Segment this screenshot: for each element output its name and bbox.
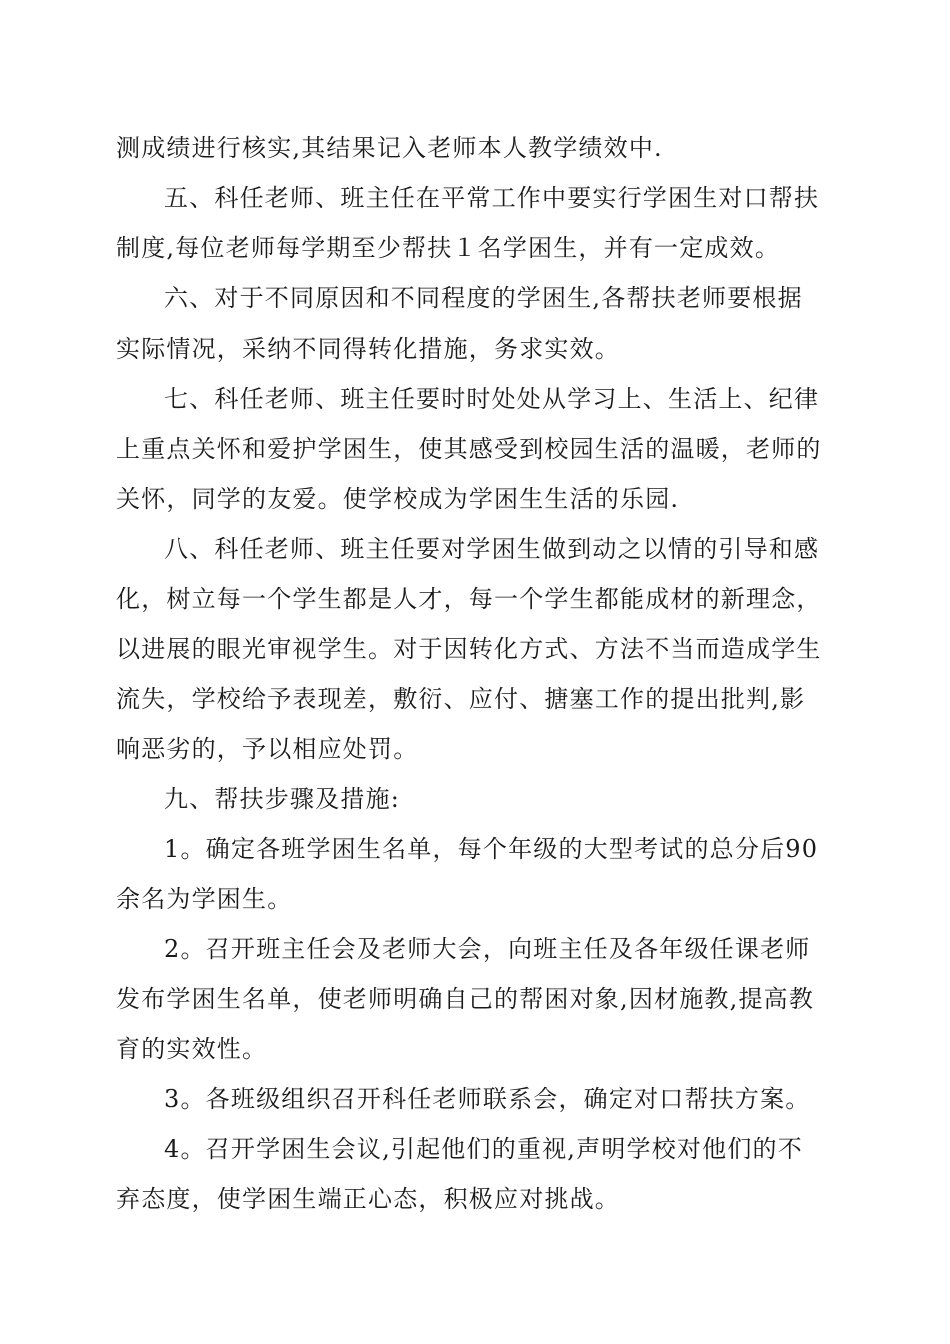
- step-4-line: 4。召开学困生会议,引起他们的重视,声明学校对他们的不: [164, 1135, 803, 1163]
- step-2-line: 2。召开班主任会及老师大会，向班主任及各年级任课老师: [164, 935, 811, 963]
- text-line: 流失，学校给予表现差，敷衍、应付、搪塞工作的提出批判,影: [116, 685, 806, 713]
- paragraph-8-line: 八、科任老师、班主任要对学困生做到动之以情的引导和感: [164, 535, 820, 563]
- text-line: 余名为学困生。: [116, 885, 293, 913]
- text-line: 弃态度，使学困生端正心态，积极应对挑战。: [116, 1185, 620, 1213]
- text-line: 以进展的眼光审视学生。对于因转化方式、方法不当而造成学生: [116, 635, 822, 663]
- section-9-heading: 九、帮扶步骤及措施:: [164, 785, 401, 813]
- text-line: 响恶劣的，予以相应处罚。: [116, 735, 419, 763]
- text-line: 实际情况，采纳不同得转化措施，务求实效。: [116, 335, 620, 363]
- text-line: 上重点关怀和爱护学困生，使其感受到校园生活的温暖，老师的: [116, 435, 822, 463]
- paragraph-5-line: 五、科任老师、班主任在平常工作中要实行学困生对口帮扶: [164, 184, 820, 212]
- text-line: 化，树立每一个学生都是人才，每一个学生都能成材的新理念，: [116, 585, 822, 613]
- text-line: 制度,每位老师每学期至少帮扶１名学困生，并有一定成效。: [116, 234, 781, 262]
- paragraph-7-line: 七、科任老师、班主任要时时处处从学习上、生活上、纪律: [164, 385, 820, 413]
- text-line: 测成绩进行核实,其结果记入老师本人教学绩效中.: [116, 134, 663, 162]
- text-line: 发布学困生名单，使老师明确自己的帮困对象,因材施教,提高教: [116, 985, 815, 1013]
- paragraph-6-line: 六、对于不同原因和不同程度的学困生,各帮扶老师要根据: [164, 284, 803, 312]
- text-line: 育的实效性。: [116, 1035, 268, 1063]
- step-1-line: 1。确定各班学困生名单，每个年级的大型考试的总分后90: [164, 835, 819, 863]
- step-3-line: 3。各班级组织召开科任老师联系会，确定对口帮扶方案。: [164, 1085, 811, 1113]
- text-line: 关怀，同学的友爱。使学校成为学困生生活的乐园.: [116, 485, 680, 513]
